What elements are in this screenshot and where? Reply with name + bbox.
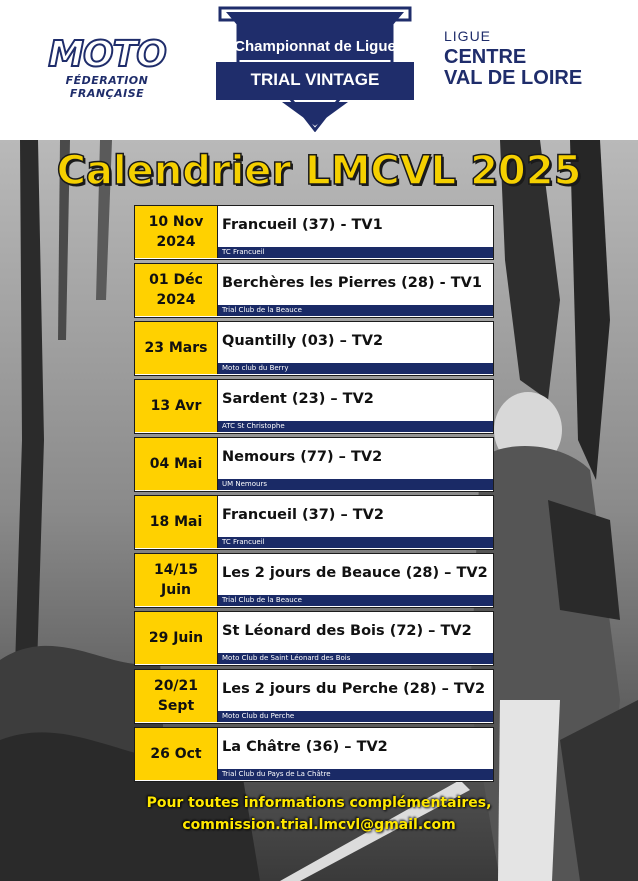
event-info — [218, 612, 493, 664]
event-date: 10 Nov 2024 — [135, 206, 218, 258]
event-row — [134, 437, 494, 492]
event-date: 13 Avr — [135, 380, 218, 432]
event-info — [218, 728, 493, 780]
event-name: Sardent (23) – TV2 — [222, 391, 374, 407]
event-row — [134, 495, 494, 550]
event-club-bar — [218, 769, 493, 780]
event-row — [134, 669, 494, 724]
championship-subtitle: TRIAL VINTAGE — [250, 70, 380, 89]
event-name: Francueil (37) – TV2 — [222, 507, 384, 523]
event-club: TC Francueil — [222, 538, 265, 546]
event-date: 01 Déc 2024 — [135, 264, 218, 316]
contact-info — [0, 792, 638, 836]
event-info — [218, 206, 493, 258]
ligue-logo-small-text: LIGUE — [444, 28, 492, 44]
event-row — [134, 321, 494, 376]
event-club-bar — [218, 653, 493, 664]
event-club-bar — [218, 595, 493, 606]
event-date: 14/15 Juin — [135, 554, 218, 606]
event-club-bar — [218, 363, 493, 374]
ffm-logo-moto-text: MOTO — [48, 34, 166, 75]
event-club: TC Francueil — [222, 248, 265, 256]
event-name: Francueil (37) - TV1 — [222, 217, 383, 233]
contact-info-line: Pour toutes informations complémentaires, — [146, 795, 492, 811]
event-row — [134, 205, 494, 260]
event-club-bar — [218, 305, 493, 316]
event-club: Moto club du Berry — [222, 364, 289, 372]
event-name: La Châtre (36) – TV2 — [222, 739, 388, 755]
event-name: Berchères les Pierres (28) - TV1 — [222, 275, 482, 291]
event-club: UM Nemours — [222, 480, 267, 488]
ligue-logo — [444, 28, 624, 98]
event-row — [134, 263, 494, 318]
ligue-logo-line2: VAL DE LOIRE — [444, 67, 583, 89]
event-club-bar — [218, 537, 493, 548]
event-date: 18 Mai — [135, 496, 218, 548]
ffm-logo-francaise-text: FRANÇAISE — [69, 87, 145, 100]
header — [0, 0, 638, 140]
event-date: 04 Mai — [135, 438, 218, 490]
event-row — [134, 611, 494, 666]
event-club-bar — [218, 421, 493, 432]
contact-email[interactable]: commission.trial.lmcvl@gmail.com — [182, 817, 456, 833]
event-name: St Léonard des Bois (72) – TV2 — [222, 623, 472, 639]
event-date: 26 Oct — [135, 728, 218, 780]
event-club-bar — [218, 247, 493, 258]
event-row — [134, 553, 494, 608]
event-info — [218, 380, 493, 432]
event-name: Les 2 jours du Perche (28) – TV2 — [222, 681, 486, 697]
event-info — [218, 322, 493, 374]
calendar-title: Calendrier LMCVL 2025 — [56, 148, 582, 194]
event-info — [218, 438, 493, 490]
ffm-logo — [44, 36, 174, 106]
championship-badge — [212, 6, 418, 132]
event-club: Trial Club de la Beauce — [222, 596, 302, 604]
event-row — [134, 379, 494, 434]
event-name: Les 2 jours de Beauce (28) – TV2 — [222, 565, 488, 581]
event-date: 23 Mars — [135, 322, 218, 374]
event-info — [218, 554, 493, 606]
event-info — [218, 264, 493, 316]
event-club: Moto Club du Perche — [222, 712, 295, 720]
shield-badge-icon — [212, 6, 418, 132]
event-name: Quantilly (03) – TV2 — [222, 333, 384, 349]
event-row — [134, 727, 494, 782]
event-club: Trial Club de la Beauce — [222, 306, 302, 314]
event-date: 29 Juin — [135, 612, 218, 664]
event-club: ATC St Christophe — [222, 422, 285, 430]
event-date: 20/21 Sept — [135, 670, 218, 722]
event-info — [218, 496, 493, 548]
championship-title: Championnat de Ligue — [234, 38, 396, 55]
event-club: Moto Club de Saint Léonard des Bois — [222, 654, 351, 662]
event-info — [218, 670, 493, 722]
event-club: Trial Club du Pays de La Châtre — [222, 770, 331, 778]
event-name: Nemours (77) – TV2 — [222, 449, 383, 465]
ligue-logo-line1: CENTRE — [444, 46, 527, 68]
event-club-bar — [218, 711, 493, 722]
ffm-logo-federation-text: FÉDERATION — [65, 74, 149, 87]
event-club-bar — [218, 479, 493, 490]
